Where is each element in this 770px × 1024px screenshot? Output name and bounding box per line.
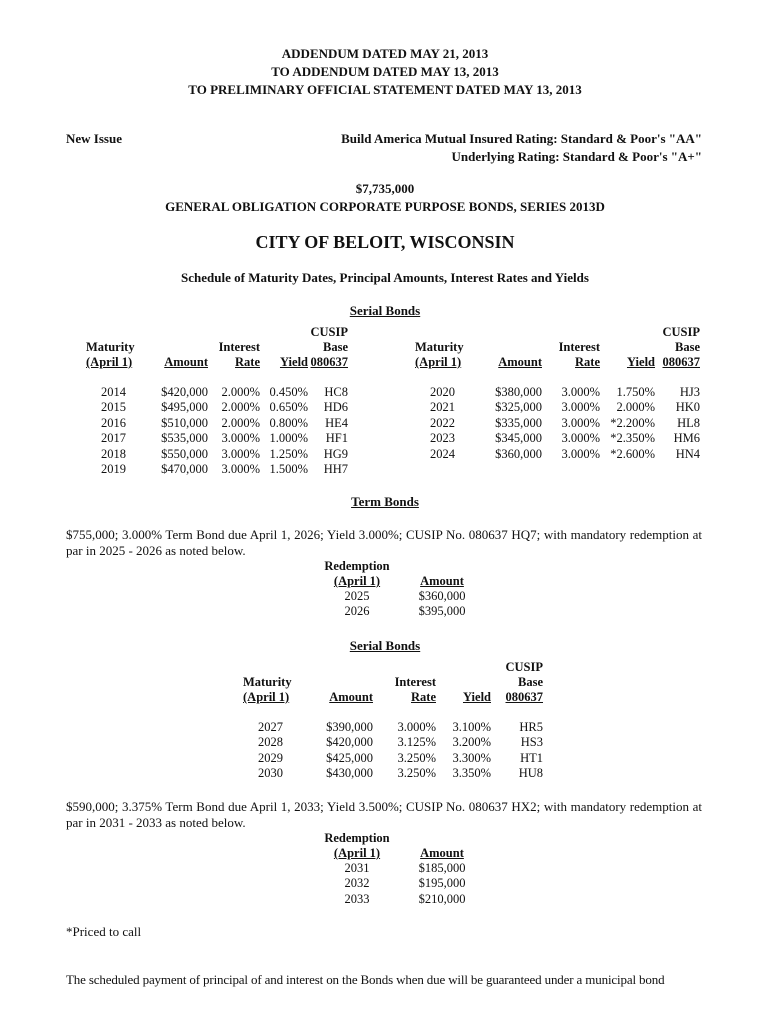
table-row bbox=[86, 447, 348, 462]
cell-cusip: HD6 bbox=[323, 400, 348, 415]
cell-year: 2020 bbox=[430, 385, 455, 399]
cell-rate: 3.000% bbox=[221, 446, 260, 461]
hdr-maturity: Maturity bbox=[243, 675, 292, 689]
cell-cusip: HC8 bbox=[324, 385, 348, 399]
hdr-yield: Yield bbox=[462, 690, 491, 704]
cell-yield: 3.350% bbox=[452, 766, 491, 781]
hdr-amount: Amount bbox=[329, 690, 373, 704]
cell-amount: $495,000 bbox=[161, 400, 208, 415]
hdr-april1: (April 1) bbox=[86, 355, 133, 369]
cell-yield: 1.750% bbox=[616, 385, 655, 399]
cell-amount: $390,000 bbox=[326, 720, 373, 734]
hdr-amount: Amount bbox=[420, 574, 464, 588]
cell-cusip: HM6 bbox=[673, 431, 700, 446]
cell-cusip: HS3 bbox=[520, 735, 543, 750]
cell-yield: 1.500% bbox=[269, 462, 308, 477]
cell-amount: $335,000 bbox=[495, 415, 542, 430]
cell-cusip: HE4 bbox=[325, 415, 348, 430]
cell-cusip: HT1 bbox=[520, 750, 543, 765]
hdr-redemption: Redemption bbox=[324, 831, 390, 845]
cell-yield: 0.450% bbox=[269, 385, 308, 399]
footnote: *Priced to call bbox=[66, 924, 142, 939]
cell-amount: $420,000 bbox=[326, 735, 373, 750]
cell-year: 2021 bbox=[430, 400, 455, 415]
table-row bbox=[86, 400, 348, 415]
cell-amount: $420,000 bbox=[161, 385, 208, 399]
hdr-redemption: Redemption bbox=[324, 559, 390, 573]
hdr-interest: Interest bbox=[394, 675, 436, 689]
addendum-line-3: TO PRELIMINARY OFFICIAL STATEMENT DATED MAY 13, 2013 bbox=[188, 82, 582, 97]
cell-rate: 3.250% bbox=[397, 750, 436, 765]
cell-amount: $535,000 bbox=[161, 431, 208, 446]
cell-yield: 3.100% bbox=[452, 720, 491, 734]
table-row bbox=[415, 416, 700, 431]
serial-table-left bbox=[86, 325, 348, 477]
closing-text: The scheduled payment of principal of and interest on the Bonds when due will be guaranteed under a municipal bond bbox=[66, 972, 665, 987]
hdr-cusip: CUSIP bbox=[662, 325, 700, 339]
table-row bbox=[243, 766, 543, 781]
serial-table-2 bbox=[243, 660, 543, 782]
hdr-april1: (April 1) bbox=[333, 846, 381, 860]
table-row bbox=[415, 431, 700, 446]
cell-amount: $430,000 bbox=[326, 766, 373, 781]
term-bond-2-text: $590,000; 3.375% Term Bond due April 1, 2033; Yield 3.500%; CUSIP No. 080637 HX2; with mandatory redemption at par in 2031 - 2033 as noted below. bbox=[66, 799, 702, 830]
cell-year: 2014 bbox=[101, 385, 126, 399]
cell-rate: 3.000% bbox=[561, 431, 600, 446]
hdr-rate: Rate bbox=[411, 690, 436, 704]
table-row bbox=[86, 462, 348, 477]
hdr-maturity: Maturity bbox=[415, 340, 464, 354]
cell-amount: $395,000 bbox=[418, 604, 466, 619]
cell-cusip: HL8 bbox=[677, 415, 700, 430]
hdr-amount: Amount bbox=[164, 355, 208, 369]
underlying-rating: Underlying Rating: Standard & Poor's "A+" bbox=[451, 149, 702, 164]
hdr-amount: Amount bbox=[420, 846, 464, 860]
cell-rate: 2.000% bbox=[221, 385, 260, 399]
cell-year: 2031 bbox=[344, 861, 370, 875]
hdr-cusip: CUSIP bbox=[505, 660, 543, 674]
table-row bbox=[415, 400, 700, 415]
issuer-name: CITY OF BELOIT, WISCONSIN bbox=[255, 232, 515, 252]
table-row bbox=[322, 589, 492, 604]
cell-year: 2017 bbox=[101, 431, 126, 446]
serial-bonds-title-2: Serial Bonds bbox=[349, 638, 421, 653]
total-amount: $7,735,000 bbox=[355, 181, 415, 196]
cell-year: 2024 bbox=[430, 446, 455, 461]
cell-rate: 2.000% bbox=[221, 415, 260, 430]
hdr-amount: Amount bbox=[498, 355, 542, 369]
cell-year: 2023 bbox=[430, 431, 455, 446]
cell-rate: 3.250% bbox=[397, 766, 436, 781]
cell-yield: *2.350% bbox=[610, 431, 655, 446]
hdr-cusip-base: 080637 bbox=[505, 690, 543, 704]
hdr-cusip-base: 080637 bbox=[662, 355, 700, 369]
insured-rating: Build America Mutual Insured Rating: Standard & Poor's "AA" bbox=[341, 131, 702, 146]
hdr-april1: (April 1) bbox=[415, 355, 462, 369]
addendum-line-1: ADDENDUM DATED MAY 21, 2013 bbox=[281, 46, 489, 61]
cell-cusip: HN4 bbox=[675, 446, 700, 461]
cell-amount: $345,000 bbox=[495, 431, 542, 446]
cell-amount: $360,000 bbox=[495, 446, 542, 461]
cell-year: 2027 bbox=[258, 720, 283, 734]
hdr-base: Base bbox=[518, 675, 543, 689]
hdr-cusip: CUSIP bbox=[310, 325, 348, 339]
hdr-april1: (April 1) bbox=[243, 690, 290, 704]
hdr-cusip-base: 080637 bbox=[310, 355, 348, 369]
hdr-interest: Interest bbox=[218, 340, 260, 354]
cell-rate: 3.000% bbox=[397, 720, 436, 734]
cell-amount: $210,000 bbox=[418, 891, 466, 906]
cell-amount: $325,000 bbox=[495, 400, 542, 415]
hdr-base: Base bbox=[323, 340, 348, 354]
cell-cusip: HJ3 bbox=[679, 385, 700, 399]
cell-yield: 1.250% bbox=[269, 446, 308, 461]
hdr-rate: Rate bbox=[575, 355, 600, 369]
hdr-yield: Yield bbox=[279, 355, 308, 369]
cell-year: 2018 bbox=[101, 446, 126, 461]
cell-amount: $380,000 bbox=[495, 385, 542, 399]
serial-bonds-title-1: Serial Bonds bbox=[349, 303, 421, 318]
cell-rate: 3.000% bbox=[561, 385, 600, 399]
serial-table-right bbox=[415, 325, 700, 462]
cell-year: 2025 bbox=[344, 589, 370, 603]
cell-amount: $185,000 bbox=[418, 861, 466, 875]
cell-year: 2015 bbox=[101, 400, 126, 415]
table-row bbox=[243, 735, 543, 750]
cell-amount: $425,000 bbox=[326, 750, 373, 765]
schedule-title: Schedule of Maturity Dates, Principal Amounts, Interest Rates and Yields bbox=[181, 270, 589, 285]
table-row bbox=[322, 861, 492, 876]
hdr-interest: Interest bbox=[558, 340, 600, 354]
cell-yield: 0.650% bbox=[269, 400, 308, 415]
table-row bbox=[243, 705, 543, 735]
redemption-table-2 bbox=[322, 831, 492, 907]
cell-cusip: HG9 bbox=[323, 446, 348, 461]
cell-year: 2032 bbox=[344, 876, 370, 891]
redemption-table-1 bbox=[322, 559, 492, 620]
hdr-april1: (April 1) bbox=[333, 574, 381, 588]
bond-title: GENERAL OBLIGATION CORPORATE PURPOSE BONDS, SERIES 2013D bbox=[165, 199, 605, 214]
cell-year: 2033 bbox=[344, 891, 370, 906]
cell-rate: 2.000% bbox=[221, 400, 260, 415]
cell-yield: 0.800% bbox=[269, 415, 308, 430]
hdr-yield: Yield bbox=[626, 355, 655, 369]
table-row bbox=[415, 370, 700, 400]
cell-cusip: HU8 bbox=[518, 766, 543, 781]
cell-yield: 3.200% bbox=[452, 735, 491, 750]
hdr-base: Base bbox=[675, 340, 700, 354]
cell-cusip: HF1 bbox=[325, 431, 348, 446]
table-row bbox=[86, 431, 348, 446]
cell-amount: $360,000 bbox=[418, 589, 466, 603]
cell-yield: *2.200% bbox=[610, 415, 655, 430]
cell-amount: $195,000 bbox=[418, 876, 466, 891]
table-row bbox=[415, 447, 700, 462]
cell-rate: 3.000% bbox=[561, 415, 600, 430]
hdr-maturity: Maturity bbox=[86, 340, 135, 354]
cell-rate: 3.000% bbox=[221, 431, 260, 446]
cell-year: 2019 bbox=[101, 462, 126, 477]
cell-cusip: HK0 bbox=[675, 400, 700, 415]
cell-cusip: HH7 bbox=[323, 462, 348, 477]
cell-cusip: HR5 bbox=[519, 720, 543, 734]
table-row bbox=[86, 370, 348, 400]
table-row bbox=[322, 604, 492, 619]
cell-year: 2029 bbox=[258, 750, 283, 765]
term-bond-1-text: $755,000; 3.000% Term Bond due April 1, 2026; Yield 3.000%; CUSIP No. 080637 HQ7; with mandatory redemption at par in 2025 - 2026 as noted below. bbox=[66, 527, 702, 558]
cell-amount: $470,000 bbox=[161, 462, 208, 477]
term-bonds-title: Term Bonds bbox=[351, 494, 419, 509]
table-row bbox=[322, 876, 492, 891]
cell-year: 2016 bbox=[101, 415, 126, 430]
table-row bbox=[243, 751, 543, 766]
cell-rate: 3.000% bbox=[561, 400, 600, 415]
cell-rate: 3.000% bbox=[221, 462, 260, 477]
addendum-line-2: TO ADDENDUM DATED MAY 13, 2013 bbox=[271, 64, 499, 79]
cell-yield: 2.000% bbox=[616, 400, 655, 415]
cell-amount: $510,000 bbox=[161, 415, 208, 430]
cell-year: 2026 bbox=[344, 604, 370, 619]
cell-yield: 1.000% bbox=[269, 431, 308, 446]
cell-yield: 3.300% bbox=[452, 750, 491, 765]
cell-year: 2028 bbox=[258, 735, 283, 750]
cell-year: 2030 bbox=[258, 766, 283, 781]
table-row bbox=[86, 416, 348, 431]
issue-type: New Issue bbox=[66, 131, 122, 146]
cell-amount: $550,000 bbox=[161, 446, 208, 461]
hdr-rate: Rate bbox=[235, 355, 260, 369]
cell-yield: *2.600% bbox=[610, 446, 655, 461]
cell-year: 2022 bbox=[430, 415, 455, 430]
cell-rate: 3.125% bbox=[397, 735, 436, 750]
cell-rate: 3.000% bbox=[561, 446, 600, 461]
table-row bbox=[322, 892, 492, 907]
